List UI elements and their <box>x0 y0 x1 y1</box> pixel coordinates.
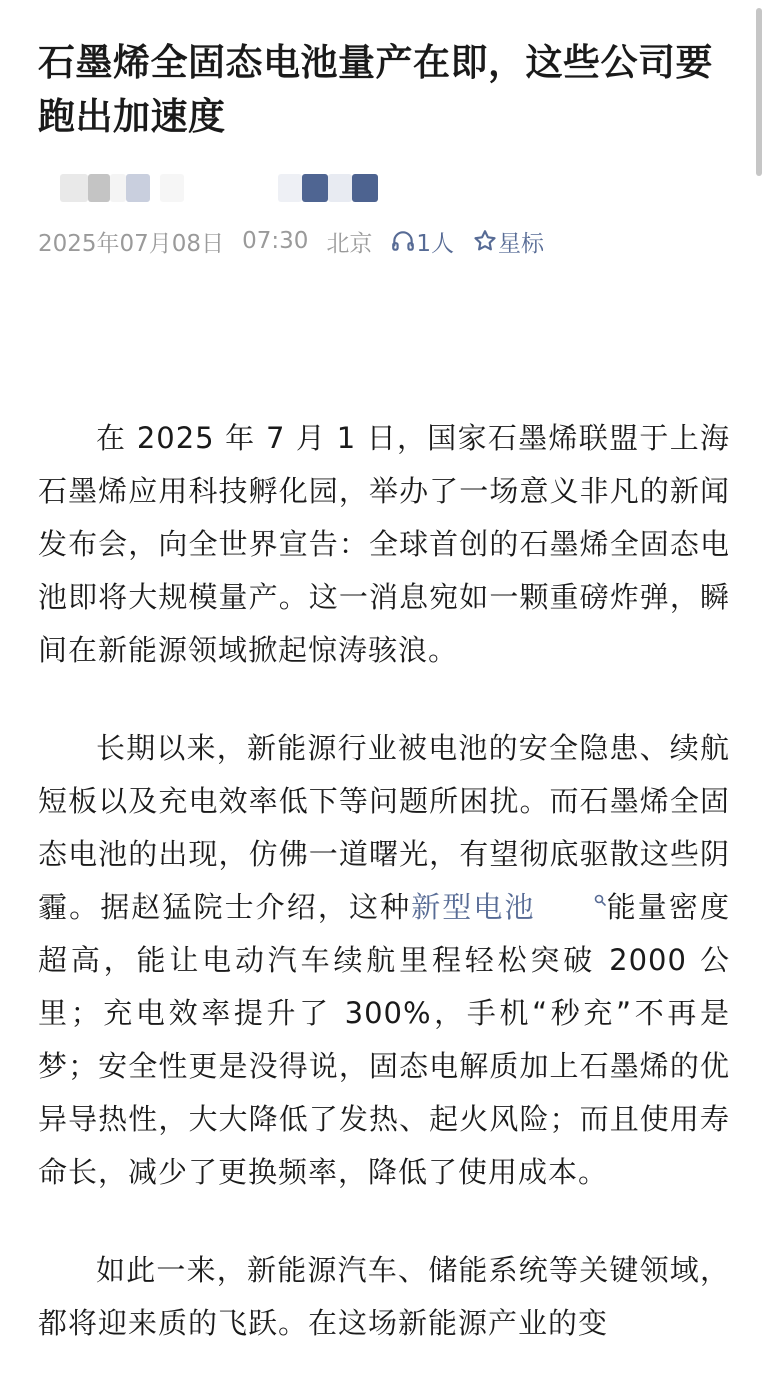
star-outline-icon <box>472 228 498 254</box>
paragraph: 如此一来，新能源汽车、储能系统等关键领域，都将迎来质的飞跃。在这场新能源产业的变 <box>38 1253 730 1340</box>
listen-button[interactable] <box>390 225 454 258</box>
paragraph <box>38 722 730 1199</box>
headphones-icon <box>390 228 416 254</box>
author-name-blurred[interactable] <box>40 174 400 212</box>
blurred-block <box>126 174 150 202</box>
article-meta <box>38 224 544 258</box>
listener-count: 1人 <box>416 230 455 257</box>
star-button[interactable] <box>472 225 544 258</box>
article-body <box>38 412 730 1395</box>
article-title: 石墨烯全固态电池量产在即，这些公司要跑出加速度 <box>38 41 713 138</box>
blurred-block <box>160 174 184 202</box>
blurred-block <box>110 174 126 202</box>
blurred-block <box>352 174 378 202</box>
publish-date: 2025年07月08日 <box>38 230 225 257</box>
star-label: 星标 <box>498 230 545 257</box>
blurred-block <box>278 174 302 202</box>
keyword-link[interactable] <box>411 890 605 924</box>
publish-time: 07:30 <box>242 228 309 254</box>
blurred-block <box>88 174 110 202</box>
blurred-block <box>60 174 88 202</box>
blurred-block <box>328 174 352 202</box>
search-icon <box>536 882 606 911</box>
paragraph-text: 长期以来，新能源行业被电池的安全隐患、续航短板以及充电效率低下等问题所困扰。而石墨烯全固态电池的出现，仿佛一道曙光，有望彻底驱散这些阴霾。据赵猛院士介绍，这种 <box>38 731 730 924</box>
blurred-block <box>302 174 328 202</box>
scrollbar[interactable] <box>756 8 762 176</box>
publish-location: 北京 <box>326 230 373 257</box>
paragraph-text: 能量密度超高，能让电动汽车续航里程轻松突破 2000 公里；充电效率提升了 300%，手机“秒充”不再是梦；安全性更是没得说，固态电解质加上石墨烯的优异导热性，大大降低了发热、起火风险；而且使用寿命长，减少了更换频率，降低了使用成本。 <box>38 890 730 1189</box>
keyword-link-text: 新型电池 <box>411 890 536 924</box>
paragraph: 在 2025 年 7 月 1 日，国家石墨烯联盟于上海石墨烯应用科技孵化园，举办了一场意义非凡的新闻发布会，向全世界宣告：全球首创的石墨烯全固态电池即将大规模量产。这一消息宛如一颗重磅炸弹，瞬间在新能源领域掀起惊涛骇浪。 <box>38 421 730 667</box>
